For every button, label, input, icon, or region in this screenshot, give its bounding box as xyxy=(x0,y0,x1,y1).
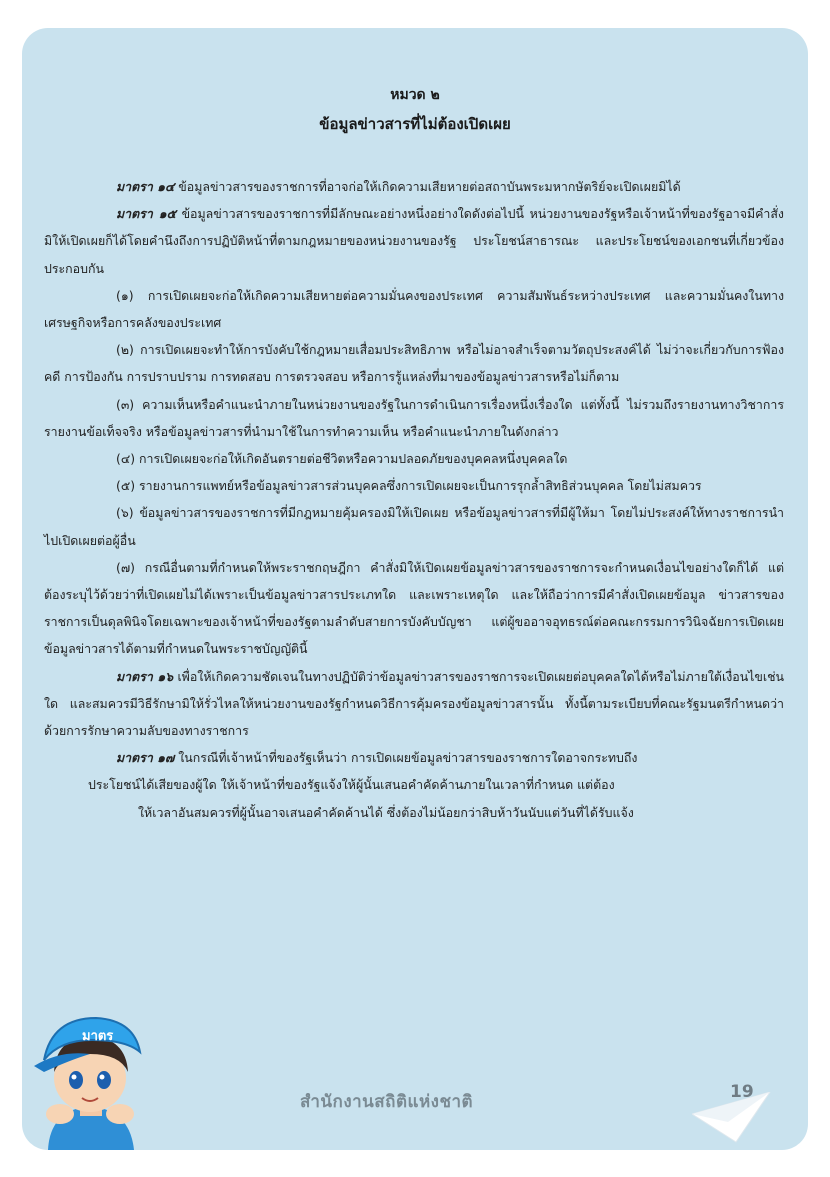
section-text: ในกรณีที่เจ้าหน้าที่ของรัฐเห็นว่า การเปิดเผยข้อมูลข่าวสารของราชการใดอาจกระทบถึง xyxy=(174,750,638,766)
page-number: 19 xyxy=(730,1082,754,1102)
section-16 xyxy=(44,663,784,745)
section-17 xyxy=(44,744,784,826)
section-text: ข้อมูลข่าวสารของราชการที่มีลักษณะอย่างหนึ่งอย่างใดดังต่อไปนี้ หน่วยงานของรัฐหรือเจ้าหน้าที่ของรัฐอาจมีคำสั่งมิให้เปิดเผยก็ได้โดยคำนึงถึงการปฏิบัติหน้าที่ตามกฎหมายของหน่วยงานของรัฐ ประโยชน์สาธารณะ และประโยชน์ของเอกชนที่เกี่ยวข้องประกอบกัน xyxy=(44,206,784,276)
mascot-cap-text: มาตร xyxy=(82,1029,114,1044)
list-item: (๓) ความเห็นหรือคำแนะนำภายในหน่วยงานของรัฐในการดำเนินการเรื่องหนึ่งเรื่องใด แต่ทั้งนี้ ไม่รวมถึงรายงานทางวิชาการ รายงานข้อเท็จจริง หรือข้อมูลข่าวสารที่นำมาใช้ในการทำความเห็น หรือคำแนะนำภายในดังกล่าว xyxy=(44,396,784,439)
section-text: เพื่อให้เกิดความชัดเจนในทางปฏิบัติว่าข้อมูลข่าวสารของราชการจะเปิดเผยต่อบุคคลใดได้หรือไม่ภายใต้เงื่อนไขเช่นใด และสมควรมีวิธีรักษามิให้รั่วไหลให้หน่วยงานของรัฐกำหนดวิธีการคุ้มครองข้อมูลข่าวสารนั้น ทั้งนี้ตามระเบียบที่คณะรัฐมนตรีกำหนดว่าด้วยการรักษาความลับของทางราชการ xyxy=(44,668,784,739)
section-15 xyxy=(44,200,784,282)
list-item: (๑) การเปิดเผยจะก่อให้เกิดความเสียหายต่อความมั่นคงของประเทศ ความสัมพันธ์ระหว่างประเทศ และความมั่นคงในทางเศรษฐกิจหรือการคลังของประเทศ xyxy=(44,287,784,331)
section-14 xyxy=(44,173,784,200)
footer-agency: สำนักงานสถิติแห่งชาติ xyxy=(300,1092,474,1112)
section-label: มาตรา ๑๗ xyxy=(116,750,175,766)
section-label: มาตรา ๑๖ xyxy=(116,668,174,684)
mascot-illustration xyxy=(30,1010,150,1150)
section-label: มาตรา ๑๔ xyxy=(116,179,175,194)
list-item: (๕) รายงานการแพทย์หรือข้อมูลข่าวสารส่วนบุคคลซึ่งการเปิดเผยจะเป็นการรุกล้ำสิทธิส่วนบุคคล โดยไม่สมควร xyxy=(116,478,702,494)
chapter-title: ข้อมูลข่าวสารที่ไม่ต้องเปิดเผย xyxy=(319,115,511,133)
chapter-number: หมวด ๒ xyxy=(390,87,440,103)
document-body xyxy=(44,173,784,826)
list-item: (๒) การเปิดเผยจะทำให้การบังคับใช้กฎหมายเสื่อมประสิทธิภาพ หรือไม่อาจสำเร็จตามวัตถุประสงค์ได้ ไม่ว่าจะเกี่ยวกับการฟ้องคดี การป้องกัน การปราบปราม การทดสอบ การตรวจสอบ หรือการรู้แหล่งที่มาของข้อมูลข่าวสารหรือไม่ก็ตาม xyxy=(44,342,784,385)
section-text: ข้อมูลข่าวสารของราชการที่อาจก่อให้เกิดความเสียหายต่อสถาบันพระมหากษัตริย์จะเปิดเผยมิได้ xyxy=(174,179,681,194)
list-item: (๖) ข้อมูลข่าวสารของราชการที่มีกฎหมายคุ้มครองมิให้เปิดเผย หรือข้อมูลข่าวสารที่มีผู้ให้มา โดยไม่ประสงค์ให้ทางราชการนำไปเปิดเผยต่อผู้อื่น xyxy=(44,505,784,548)
section-label: มาตรา ๑๕ xyxy=(116,206,176,222)
section-17-line: ประโยชน์ได้เสียของผู้ใด ให้เจ้าหน้าที่ของรัฐแจ้งให้ผู้นั้นเสนอคำคัดค้านภายในเวลาที่กำหนด แต่ต้อง xyxy=(88,777,615,793)
section-17-line xyxy=(44,744,784,771)
section-17-line: ให้เวลาอันสมควรที่ผู้นั้นอาจเสนอคำคัดค้านได้ ซึ่งต้องไม่น้อยกว่าสิบห้าวันนับแต่วันที่ได้รับแจ้ง xyxy=(138,804,634,820)
list-item: (๗) กรณีอื่นตามที่กำหนดให้พระราชกฤษฎีกา คำสั่งมิให้เปิดเผยข้อมูลข่าวสารของราชการจะกำหนดเงื่อนไขอย่างใดก็ได้ แต่ต้องระบุไว้ด้วยว่าที่เปิดเผยไม่ได้เพราะเป็นข้อมูลข่าวสารประเภทใด และเพราะเหตุใด และให้ถือว่าการมีคำสั่งเปิดเผยข้อมูล ข่าวสารของราชการเป็นดุลพินิจโดยเฉพาะของเจ้าหน้าที่ของรัฐตามลำดับสายการบังคับบัญชา แต่ผู้ขออาจอุทธรณ์ต่อคณะกรรมการวินิจฉัยการเปิดเผยข้อมูลข่าวสารได้ตามที่กำหนดในพระราชบัญญัตินี้ xyxy=(44,559,784,657)
list-item: (๔) การเปิดเผยจะก่อให้เกิดอันตรายต่อชีวิตหรือความปลอดภัยของบุคคลหนึ่งบุคคลใด xyxy=(116,451,568,467)
